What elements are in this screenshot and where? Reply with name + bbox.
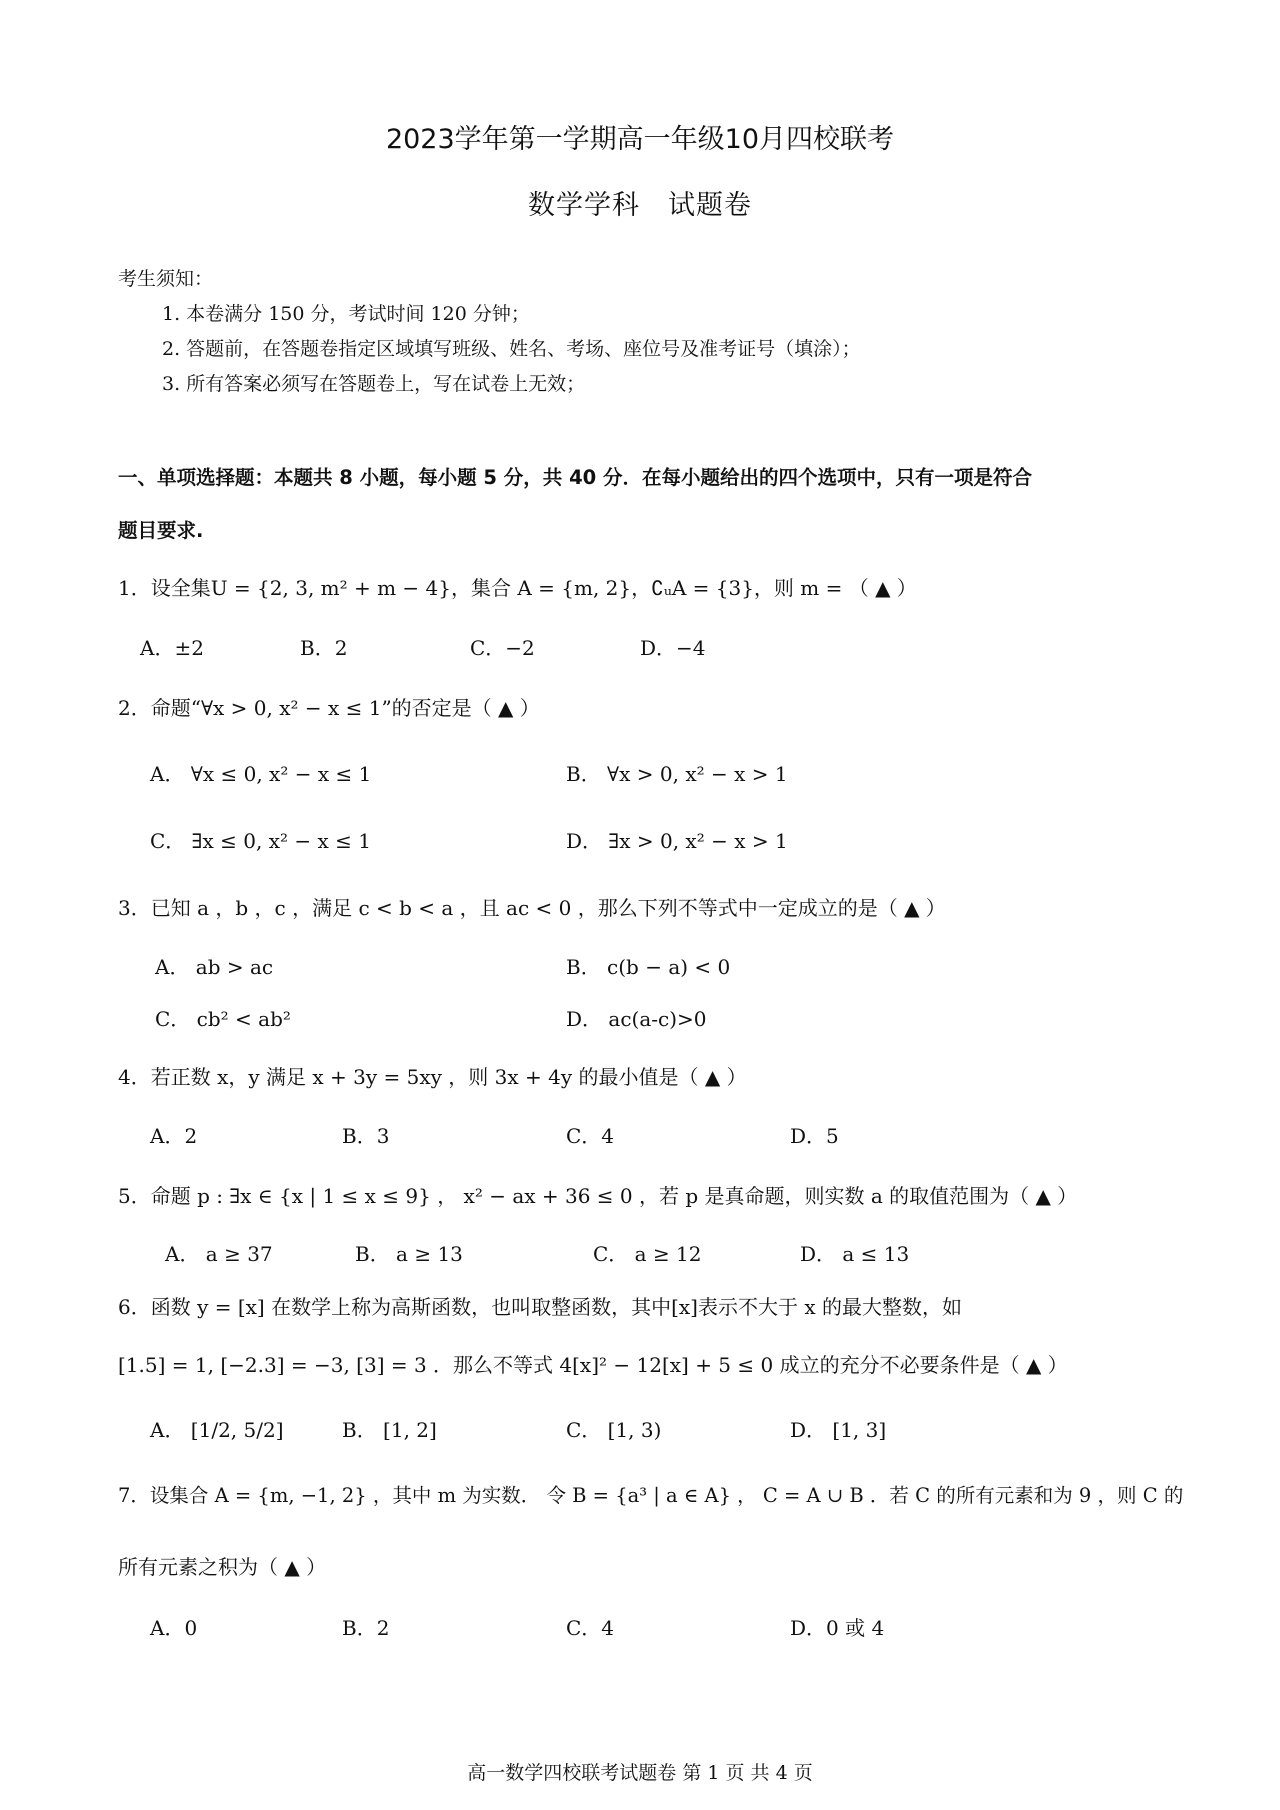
- notice-item: 2. 答题前，在答题卷指定区域填写班级、姓名、考场、座位号及准考证号（填涂）；: [162, 338, 861, 360]
- option-b: B． [1, 2]: [342, 1418, 437, 1442]
- exam-notice: [118, 262, 861, 402]
- option-c: C．4: [566, 1124, 615, 1148]
- option-a: A． a ≥ 37: [165, 1242, 273, 1266]
- option-c: C． ∃x ≤ 0, x² − x ≤ 1: [150, 829, 371, 853]
- page-subtitle: 数学学科 试题卷: [528, 190, 752, 221]
- option-b: B．2: [300, 636, 348, 660]
- option-b: B．3: [342, 1124, 390, 1148]
- notice-heading: 考生须知：: [118, 268, 214, 290]
- question-4-stem: 4．若正数 x，y 满足 x + 3y = 5xy ，则 3x + 4y 的最小值是（ ▲ ）: [118, 1065, 747, 1089]
- question-7-stem-cont: 所有元素之积为（ ▲ ）: [118, 1555, 327, 1579]
- option-d: D． ac(a-c)>0: [566, 1007, 707, 1031]
- option-c: C． [1, 3): [566, 1418, 662, 1442]
- option-a: A．0: [150, 1616, 198, 1640]
- option-b: B． ∀x > 0, x² − x > 1: [566, 762, 788, 786]
- option-d: D．−4: [640, 636, 706, 660]
- question-7-stem: 7．设集合 A = {m, −1, 2} ，其中 m 为实数． 令 B = {a³ | a ∈ A} ， C = A ∪ B ．若 C 的所有元素和为 9 ，则 C 的: [118, 1484, 1184, 1507]
- question-5-stem: 5．命题 p : ∃x ∈ {x | 1 ≤ x ≤ 9} ， x² − ax + 36 ≤ 0 ，若 p 是真命题，则实数 a 的取值范围为（ ▲ ）: [118, 1184, 1078, 1208]
- section-heading-cont: 题目要求.: [118, 519, 204, 542]
- option-b: B．2: [342, 1616, 390, 1640]
- option-c: C．4: [566, 1616, 615, 1640]
- question-2-stem: 2．命题“∀x > 0, x² − x ≤ 1”的否定是（ ▲ ）: [118, 696, 540, 720]
- question-3-stem: 3．已知 a ，b ，c ，满足 c < b < a ，且 ac < 0 ，那么下列不等式中一定成立的是（ ▲ ）: [118, 896, 946, 920]
- option-d: D． a ≤ 13: [800, 1242, 910, 1266]
- option-d: D． ∃x > 0, x² − x > 1: [566, 829, 788, 853]
- section-heading: 一、单项选择题：本题共 8 小题，每小题 5 分，共 40 分．在每小题给出的四个选项中，只有一项是符合: [118, 466, 1033, 489]
- option-b: B． a ≥ 13: [355, 1242, 463, 1266]
- option-a: A．±2: [140, 636, 204, 660]
- question-6-stem: 6．函数 y = [x] 在数学上称为高斯函数，也叫取整函数，其中[x]表示不大于 x 的最大整数，如: [118, 1295, 962, 1319]
- option-a: A．2: [150, 1124, 198, 1148]
- option-c: C． cb² < ab²: [155, 1007, 291, 1031]
- option-a: A． ab > ac: [155, 955, 274, 979]
- option-d: D．5: [790, 1124, 839, 1148]
- page-title: 2023学年第一学期高一年级10月四校联考: [385, 124, 895, 155]
- notice-item: 1. 本卷满分 150 分，考试时间 120 分钟；: [162, 303, 530, 325]
- notice-item: 3. 所有答案必须写在答题卷上，写在试卷上无效；: [162, 373, 586, 395]
- option-b: B． c(b − a) < 0: [566, 955, 731, 979]
- option-c: C． a ≥ 12: [593, 1242, 702, 1266]
- option-d: D．0 或 4: [790, 1616, 885, 1640]
- question-6-stem-cont: [1.5] = 1, [−2.3] = −3, [3] = 3 ．那么不等式 4[x]² − 12[x] + 5 ≤ 0 成立的充分不必要条件是（ ▲ ）: [118, 1353, 1068, 1377]
- page-footer: 高一数学四校联考试题卷 第 1 页 共 4 页: [467, 1762, 813, 1784]
- option-a: A． ∀x ≤ 0, x² − x ≤ 1: [150, 762, 372, 786]
- option-a: A． [1/2, 5/2]: [150, 1418, 284, 1442]
- option-c: C．−2: [470, 636, 535, 660]
- question-1-stem: 1．设全集U = {2, 3, m² + m − 4}，集合 A = {m, 2}，∁ᵤA = {3}，则 m = （ ▲ ）: [118, 576, 917, 600]
- option-d: D． [1, 3]: [790, 1418, 887, 1442]
